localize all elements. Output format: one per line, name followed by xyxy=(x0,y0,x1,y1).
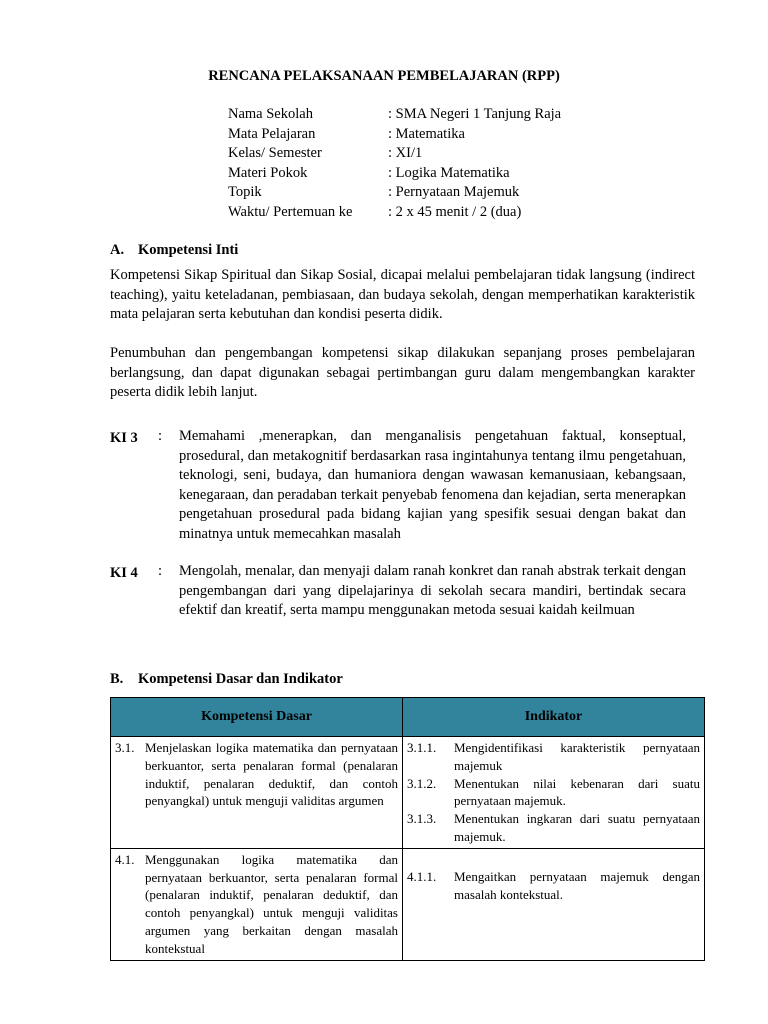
page-title: RENCANA PELAKSANAAN PEMBELAJARAN (RPP) xyxy=(208,68,560,84)
kd-number: 4.1. xyxy=(115,851,135,867)
identity-label: Topik xyxy=(228,184,262,200)
indicator-number: 3.1.3. xyxy=(407,811,437,827)
section-a-number: A. xyxy=(110,242,125,258)
ki3-colon: : xyxy=(158,428,163,444)
indicator-item xyxy=(407,810,700,846)
identity-value: : Matematika xyxy=(388,125,465,142)
header-kompetensi-dasar: Kompetensi Dasar xyxy=(111,698,403,737)
section-b-heading xyxy=(110,671,343,688)
section-a-paragraph-2: Penumbuhan dan pengembangan kompetensi sikap dilakukan sepanjang proses pembelajaran berlangsung, dan dapat digunakan sebagai pertimbangan guru dalam mengembangkan karakter peserta didik lebih lanjut. xyxy=(110,345,695,400)
indicator-number: 3.1.1. xyxy=(407,740,437,755)
indicator-number: 4.1.1. xyxy=(407,868,437,884)
indicator-text: Mengidentifikasi karakteristik pernyataan majemuk xyxy=(454,740,700,773)
section-a-paragraph-1: Kompetensi Sikap Spiritual dan Sikap Sosial, dicapai melalui pembelajaran tidak langsung (indirect teaching), yaitu keteladanan, pembiasaan, dan budaya sekolah, dengan memperhatikan karakteristik mata pelajaran serta kebutuhan dan kondisi peserta didik. xyxy=(110,267,695,322)
indicator-cell xyxy=(403,737,705,849)
ki4-code: KI 4 xyxy=(110,565,138,581)
ki4-colon: : xyxy=(158,563,163,579)
identity-table xyxy=(228,106,561,223)
indicator-text: Menentukan nilai kebenaran dari suatu pernyataan majemuk. xyxy=(454,775,700,809)
header-indikator: Indikator xyxy=(403,698,705,737)
section-b-title: Kompetensi Dasar dan Indikator xyxy=(138,671,343,687)
indicator-text: Menentukan ingkaran dari suatu pernyataan majemuk. xyxy=(454,811,700,844)
kd-cell xyxy=(111,737,403,849)
indicator-text: Mengaitkan pernyataan majemuk dengan masalah kontekstual. xyxy=(454,868,700,902)
ki3-code: KI 3 xyxy=(110,430,138,446)
identity-row xyxy=(228,165,561,185)
table-row xyxy=(111,737,705,849)
identity-row xyxy=(228,204,561,224)
kd-item xyxy=(115,851,398,958)
kd-item xyxy=(115,739,398,810)
identity-row xyxy=(228,184,561,204)
indicator-item xyxy=(407,739,700,775)
identity-label: Nama Sekolah xyxy=(228,106,313,122)
identity-row xyxy=(228,145,561,165)
identity-value: : Pernyataan Majemuk xyxy=(388,184,520,200)
identity-label: Mata Pelajaran xyxy=(228,125,316,142)
indicator-cell xyxy=(403,848,705,960)
kd-indicator-table xyxy=(110,697,705,961)
identity-label: Kelas/ Semester xyxy=(228,145,322,161)
identity-row xyxy=(228,106,561,126)
identity-label: Materi Pokok xyxy=(228,164,308,181)
identity-label: Waktu/ Pertemuan ke xyxy=(228,203,353,220)
identity-value: : SMA Negeri 1 Tanjung Raja xyxy=(388,106,562,122)
section-b-number: B. xyxy=(110,671,124,687)
indicator-item xyxy=(407,775,700,811)
ki4-text: Mengolah, menalar, dan menyaji dalam ranah konkret dan ranah abstrak terkait dengan pengembangan dari yang dipelajarinya di sekolah secara mandiri, bertindak secara efektif dan kreatif, serta mampu menggunakan metoda sesuai kaidah keilmuan xyxy=(179,563,686,618)
identity-value: : 2 x 45 menit / 2 (dua) xyxy=(388,203,522,220)
indicator-number: 3.1.2. xyxy=(407,775,437,791)
ki3-text: Memahami ,menerapkan, dan menganalisis pengetahuan faktual, konseptual, prosedural, dan metakognitif berdasarkan rasa ingintahunya tentang ilmu pengetahuan, teknologi, seni, budaya, dan humaniora dengan wawasan kemanusiaan, kebangsaan, kenegaraan, dan peradaban terkait penyebab fenomena dan kejadian, serta menerapkan pengetahuan prosedural pada bidang kajian yang spesifik sesuai dengan bakat dan minatnya untuk memecahkan masalah xyxy=(179,428,686,542)
identity-value: : Logika Matematika xyxy=(388,164,510,181)
identity-value: : XI/1 xyxy=(388,145,423,161)
identity-row xyxy=(228,126,561,146)
kd-text: Menggunakan logika matematika dan pernyataan berkuantor, serta penalaran formal (penalaran induktif, penalaran deduktif, dan contoh penyangkal) untuk menguji validitas argumen yang berkaitan dengan masalah kontekstual xyxy=(145,851,398,956)
kd-text: Menjelaskan logika matematika dan pernyataan berkuantor, serta penalaran formal (penalaran induktif, penalaran deduktif, dan contoh penyangkal) untuk menguji validitas argumen xyxy=(145,740,398,809)
table-row xyxy=(111,848,705,960)
table-header-row xyxy=(111,698,705,737)
indicator-item xyxy=(407,868,700,904)
kd-number: 3.1. xyxy=(115,740,135,755)
section-a-heading xyxy=(110,242,238,259)
section-a-title: Kompetensi Inti xyxy=(138,242,239,258)
kd-cell xyxy=(111,848,403,960)
